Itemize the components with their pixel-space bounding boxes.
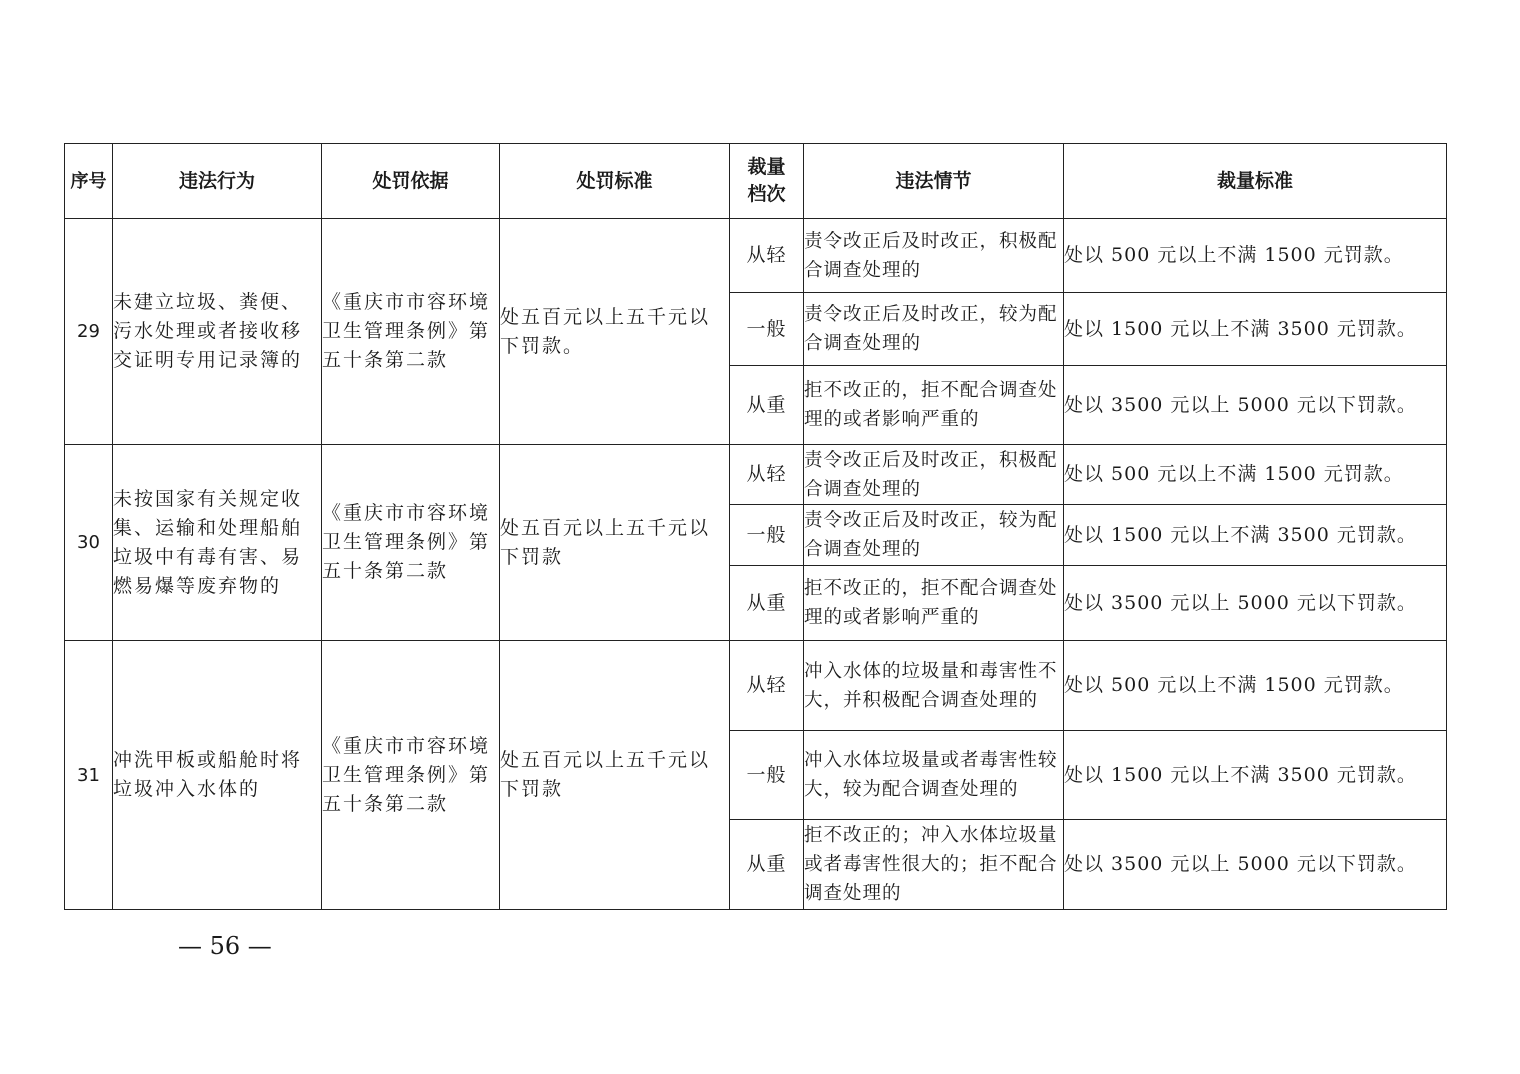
row-seq: 30 — [65, 445, 113, 641]
row-situation: 责令改正后及时改正，积极配合调查处理的 — [804, 219, 1064, 293]
row-level: 从重 — [730, 366, 804, 445]
header-seq: 序号 — [65, 144, 113, 219]
row-situation: 冲入水体的垃圾量和毒害性不大，并积极配合调查处理的 — [804, 641, 1064, 731]
row-standard: 处五百元以上五千元以下罚款 — [500, 641, 730, 910]
row-discretion: 处以 3500 元以上 5000 元以下罚款。 — [1064, 820, 1447, 910]
row-behavior: 冲洗甲板或船舱时将垃圾冲入水体的 — [113, 641, 322, 910]
row-discretion: 处以 500 元以上不满 1500 元罚款。 — [1064, 219, 1447, 293]
table-row — [65, 445, 1447, 505]
row-level: 从重 — [730, 566, 804, 641]
row-situation: 责令改正后及时改正，较为配合调查处理的 — [804, 293, 1064, 366]
header-behavior: 违法行为 — [113, 144, 322, 219]
row-seq: 29 — [65, 219, 113, 445]
row-discretion: 处以 500 元以上不满 1500 元罚款。 — [1064, 445, 1447, 505]
row-situation: 拒不改正的；冲入水体垃圾量或者毒害性很大的；拒不配合调查处理的 — [804, 820, 1064, 910]
header-basis: 处罚依据 — [322, 144, 500, 219]
row-seq: 31 — [65, 641, 113, 910]
row-level: 从重 — [730, 820, 804, 910]
row-situation: 责令改正后及时改正，积极配合调查处理的 — [804, 445, 1064, 505]
header-standard: 处罚标准 — [500, 144, 730, 219]
header-row — [65, 144, 1447, 219]
row-situation: 拒不改正的，拒不配合调查处理的或者影响严重的 — [804, 566, 1064, 641]
row-level: 从轻 — [730, 219, 804, 293]
row-discretion: 处以 1500 元以上不满 3500 元罚款。 — [1064, 731, 1447, 820]
row-level: 一般 — [730, 505, 804, 566]
row-situation: 拒不改正的，拒不配合调查处理的或者影响严重的 — [804, 366, 1064, 445]
row-basis: 《重庆市市容环境卫生管理条例》第五十条第二款 — [322, 641, 500, 910]
row-behavior: 未建立垃圾、粪便、污水处理或者接收移交证明专用记录簿的 — [113, 219, 322, 445]
row-level: 一般 — [730, 293, 804, 366]
header-level-line1: 裁量 — [747, 156, 786, 178]
header-level — [730, 144, 804, 219]
row-level: 一般 — [730, 731, 804, 820]
penalty-discretion-table — [64, 143, 1447, 910]
row-basis: 《重庆市市容环境卫生管理条例》第五十条第二款 — [322, 445, 500, 641]
table-row — [65, 219, 1447, 293]
row-situation: 责令改正后及时改正，较为配合调查处理的 — [804, 505, 1064, 566]
row-standard: 处五百元以上五千元以下罚款 — [500, 445, 730, 641]
row-basis: 《重庆市市容环境卫生管理条例》第五十条第二款 — [322, 219, 500, 445]
header-discretion: 裁量标准 — [1064, 144, 1447, 219]
page-number: — 56 — — [178, 932, 272, 960]
table-row — [65, 641, 1447, 731]
header-level-line2: 档次 — [747, 183, 786, 205]
row-standard: 处五百元以上五千元以下罚款。 — [500, 219, 730, 445]
row-situation: 冲入水体垃圾量或者毒害性较大，较为配合调查处理的 — [804, 731, 1064, 820]
row-level: 从轻 — [730, 641, 804, 731]
row-discretion: 处以 1500 元以上不满 3500 元罚款。 — [1064, 293, 1447, 366]
row-discretion: 处以 3500 元以上 5000 元以下罚款。 — [1064, 566, 1447, 641]
row-level: 从轻 — [730, 445, 804, 505]
row-discretion: 处以 3500 元以上 5000 元以下罚款。 — [1064, 366, 1447, 445]
header-situation: 违法情节 — [804, 144, 1064, 219]
row-discretion: 处以 500 元以上不满 1500 元罚款。 — [1064, 641, 1447, 731]
row-discretion: 处以 1500 元以上不满 3500 元罚款。 — [1064, 505, 1447, 566]
row-behavior: 未按国家有关规定收集、运输和处理船舶垃圾中有毒有害、易燃易爆等废弃物的 — [113, 445, 322, 641]
